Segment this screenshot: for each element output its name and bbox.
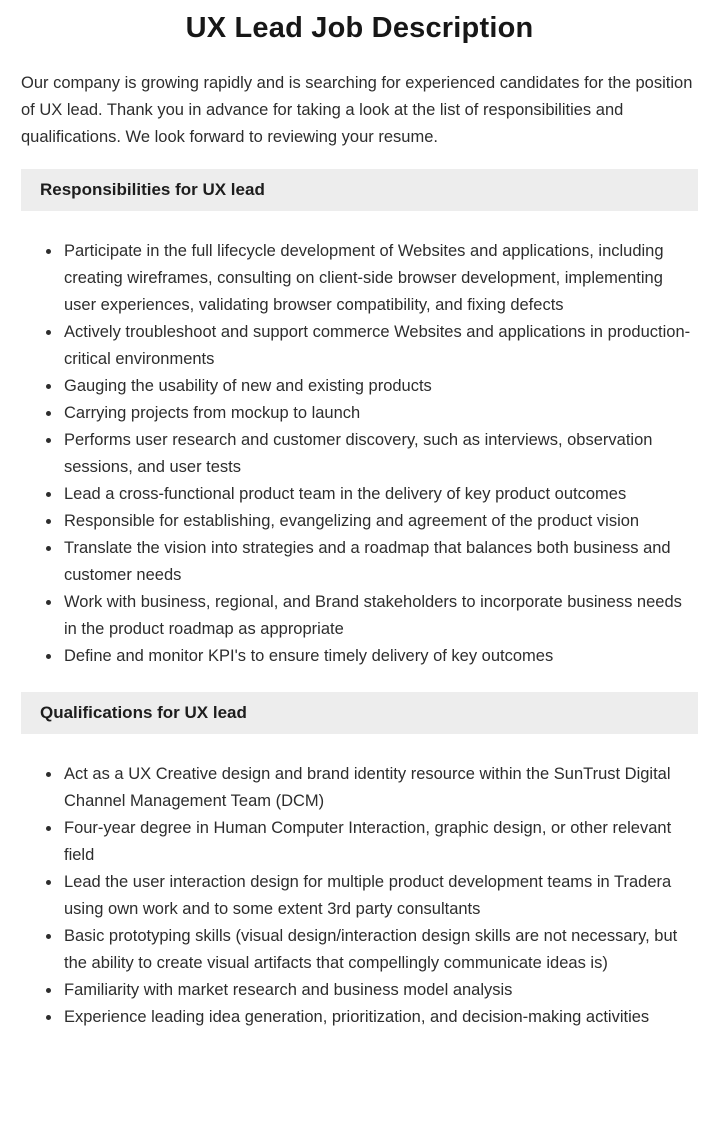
qualifications-list <box>21 761 698 1031</box>
list-item: • Lead the user interaction design for multiple product development teams in Tradera using own work and to some extent 3rd party consultants <box>62 869 698 923</box>
list-item: • Responsible for establishing, evangelizing and agreement of the product vision <box>62 508 698 535</box>
list-item: • Work with business, regional, and Brand stakeholders to incorporate business needs in the product roadmap as appropriate <box>62 589 698 643</box>
list-item: • Lead a cross-functional product team in the delivery of key product outcomes <box>62 481 698 508</box>
qualifications-section-heading: Qualifications for UX lead <box>21 692 698 734</box>
list-item: • Carrying projects from mockup to launch <box>62 400 698 427</box>
responsibilities-section-heading: Responsibilities for UX lead <box>21 169 698 211</box>
list-item: • Experience leading idea generation, prioritization, and decision-making activities <box>62 1004 698 1031</box>
list-item: • Act as a UX Creative design and brand identity resource within the SunTrust Digital Channel Management Team (DCM) <box>62 761 698 815</box>
page-title: UX Lead Job Description <box>185 12 534 44</box>
list-item: • Familiarity with market research and business model analysis <box>62 977 698 1004</box>
responsibilities-list <box>21 238 698 670</box>
list-item: • Participate in the full lifecycle development of Websites and applications, including creating wireframes, consulting on client-side browser development, implementing user experiences, validating browser compatibility, and fixing defects <box>62 238 698 319</box>
qualifications-section <box>21 692 698 1031</box>
list-item: • Define and monitor KPI's to ensure timely delivery of key outcomes <box>62 643 698 670</box>
list-item: • Actively troubleshoot and support commerce Websites and applications in production-critical environments <box>62 319 698 373</box>
intro-paragraph: Our company is growing rapidly and is searching for experienced candidates for the position of UX lead. Thank you in advance for taking a look at the list of responsibilities and qualifications. We look forward to reviewing your resume. <box>21 73 693 146</box>
list-item: • Performs user research and customer discovery, such as interviews, observation sessions, and user tests <box>62 427 698 481</box>
list-item: • Four-year degree in Human Computer Interaction, graphic design, or other relevant field <box>62 815 698 869</box>
list-item: • Basic prototyping skills (visual design/interaction design skills are not necessary, but the ability to create visual artifacts that compellingly communicate ideas is) <box>62 923 698 977</box>
list-item: • Gauging the usability of new and existing products <box>62 373 698 400</box>
list-item: • Translate the vision into strategies and a roadmap that balances both business and customer needs <box>62 535 698 589</box>
responsibilities-section <box>21 169 698 670</box>
